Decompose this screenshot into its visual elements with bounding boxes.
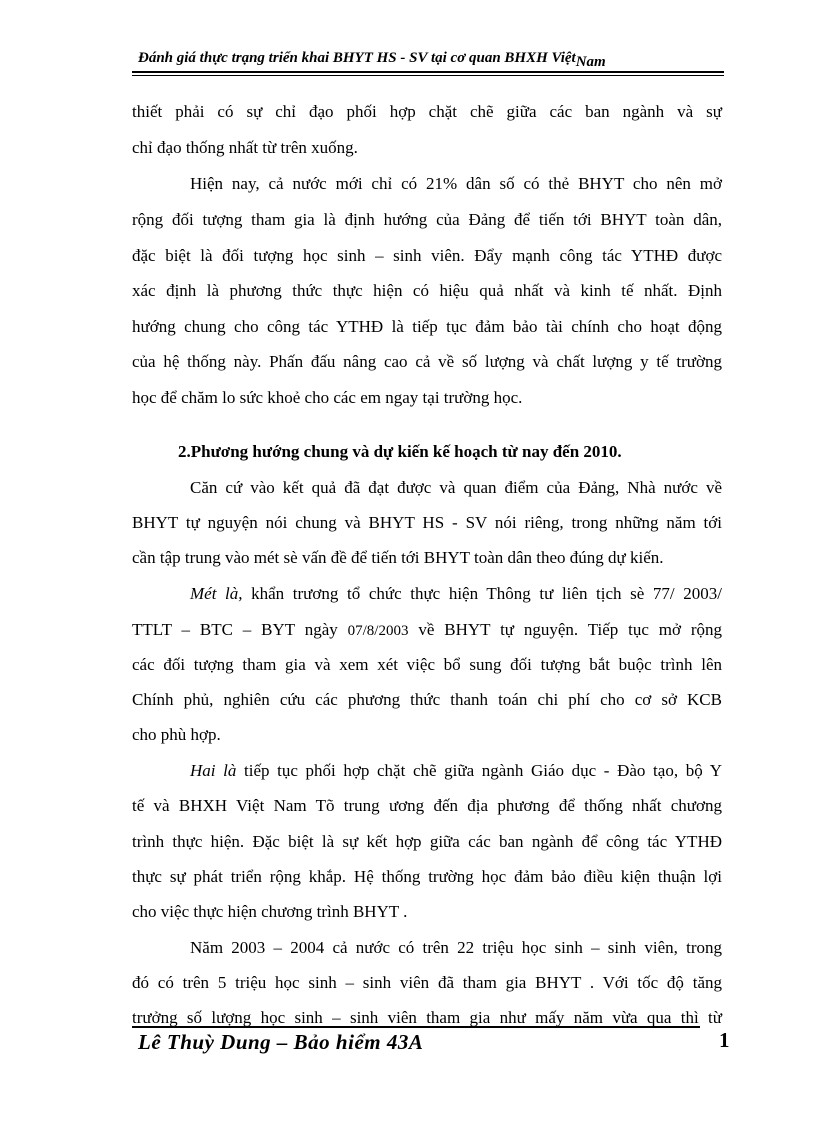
italic-lead: Hai là: [190, 761, 237, 780]
header-title-tail: Nam: [575, 54, 606, 70]
paragraph-line: Năm 2003 – 2004 cả nước có trên 22 triệu học sinh – sinh viên, trong: [190, 938, 722, 957]
paragraph-line: BHYT tự nguyện nói chung và BHYT HS - SV nói riêng, trong những năm tới: [132, 513, 722, 532]
paragraph-line: Căn cứ vào kết quả đã đạt được và quan điểm của Đảng, Nhà nước về: [190, 478, 722, 497]
header-title-main: Đánh giá thực trạng triển khai BHYT HS - SV tại cơ quan BHXH Việt: [138, 50, 576, 66]
paragraph-line: các đối tượng tham gia và xem xét việc bổ sung đối tượng bắt buộc trình lên: [132, 655, 722, 674]
paragraph-line: Hiện nay, cả nước mới chỉ có 21% dân số có thẻ BHYT cho nên mở: [190, 174, 722, 193]
paragraph-line: hướng chung cho công tác YTHĐ là tiếp tục đảm bảo tài chính cho hoạt động: [132, 317, 722, 336]
paragraph-line: Chính phủ, nghiên cứu các phương thức thanh toán chi phí cho cơ sở KCB: [132, 690, 722, 709]
footer-rule: [132, 1026, 700, 1028]
header-rule-thin: [132, 75, 724, 76]
date-text: 07/8/2003: [347, 623, 409, 639]
footer-author: Lê Thuỳ Dung – Bảo hiểm 43A: [138, 1030, 424, 1054]
header-rule: [132, 71, 724, 73]
paragraph-line: rộng đối tượng tham gia là định hướng của Đảng để tiến tới BHYT toàn dân,: [132, 210, 722, 229]
paragraph-line: học để chăm lo sức khoẻ cho các em ngay tại trường học.: [132, 388, 523, 407]
paragraph-line: đó có trên 5 triệu học sinh – sinh viên đã tham gia BHYT . Với tốc độ tăng: [132, 973, 722, 992]
paragraph-line: của hệ thống này. Phấn đấu nâng cao cả về số lượng và chất lượng y tế trường: [132, 352, 722, 371]
paragraph-line: cho việc thực hiện chương trình BHYT .: [132, 902, 408, 921]
paragraph-line: tế và BHXH Việt Nam Tõ trung ương đến địa phương để thống nhất chương: [132, 796, 722, 815]
paragraph-line: đặc biệt là đối tượng học sinh – sinh viên. Đẩy mạnh công tác YTHĐ được: [132, 246, 722, 265]
paragraph-line: trưởng số lượng học sinh – sinh viên tham gia như mấy năm vừa qua thì từ: [132, 1008, 722, 1027]
paragraph-line: TTLT – BTC – BYT ngày 07/8/2003 về BHYT tự nguyện. Tiếp tục mở rộng: [132, 620, 722, 639]
paragraph-line: Mét là, khẩn trương tổ chức thực hiện Thông tư liên tịch sè 77/ 2003/: [190, 584, 722, 603]
paragraph-line: Hai là tiếp tục phối hợp chặt chẽ giữa ngành Giáo dục - Đào tạo, bộ Y: [190, 761, 722, 780]
page-number: 1: [719, 1028, 730, 1052]
header-title: [138, 50, 606, 70]
italic-lead: Mét là,: [190, 584, 243, 603]
paragraph-line: trình thực hiện. Đặc biệt là sự kết hợp giữa các ban ngành để công tác YTHĐ: [132, 832, 722, 851]
paragraph-line: chỉ đạo thống nhất từ trên xuống.: [132, 138, 358, 157]
paragraph-line: xác định là phương thức thực hiện có hiệu quả nhất và kinh tế nhất. Định: [132, 281, 722, 300]
paragraph-line: cho phù hợp.: [132, 725, 221, 744]
section-heading: 2.Phương hướng chung và dự kiến kế hoạch từ nay đến 2010.: [178, 442, 622, 461]
paragraph-line: thực sự phát triển rộng khắp. Hệ thống trường học đảm bảo điều kiện thuận lợi: [132, 867, 722, 886]
paragraph-line: cần tập trung vào mét sè vấn đề để tiến tới BHYT toàn dân theo đúng dự kiến.: [132, 548, 664, 567]
paragraph-line: thiết phải có sự chỉ đạo phối hợp chặt chẽ giữa các ban ngành và sự: [132, 102, 722, 121]
